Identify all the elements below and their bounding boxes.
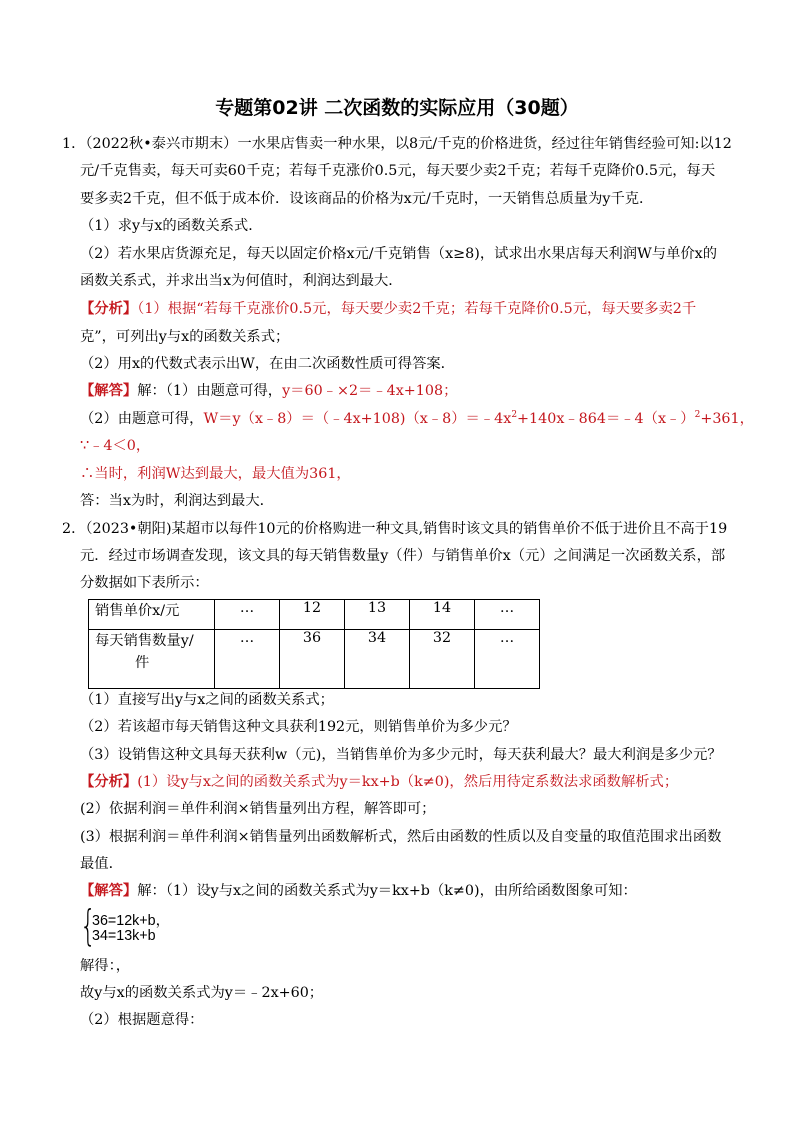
- table-cell: …: [215, 630, 280, 689]
- q1-answer-eq-2: $W=y(x﹣8)=(﹣4x+108)(x﹣8)=﹣4x^2+140x﹣864=﹣4(x﹣)^2+361$，: [203, 410, 754, 427]
- q1-part-1: （1）求y与x的函数关系式．: [80, 218, 263, 234]
- q1-line-1: [62, 134, 732, 154]
- q2-answer-2: 解得：，: [80, 958, 131, 974]
- q1-analysis-2: 克”，可列出y与x的函数关系式；: [80, 329, 290, 345]
- q1-stem-3: 要多卖2千克，但不低于成本价．设该商品的价格为x元/千克时，一天销售总质量为y千克．: [80, 191, 654, 207]
- page-title: 专题第02讲 二次函数的实际应用（30题）: [215, 97, 579, 119]
- q1-answer-2: [80, 409, 754, 429]
- q2-part-2: （2）若该超市每天销售这种文具获利192元，则销售单价为多少元？: [80, 719, 517, 735]
- q1-part-2a: （2）若水果店货源充足，每天以固定价格x元/千克销售（x≥8)，试求出水果店每天利润W与单价x的: [80, 246, 718, 262]
- table-cell: 13: [345, 600, 410, 630]
- table-row-quantity: [89, 630, 540, 689]
- q2-analysis-3a: (3）根据利润＝单件利润×销售量列出函数解析式，然后由函数的性质以及自变量的取值范围求出函数: [80, 829, 722, 845]
- table-cell: 14: [410, 600, 475, 630]
- q2-analysis-2: (2）依据利润＝单件利润×销售量列出方程，解答即可；: [80, 801, 436, 817]
- q2-stem-1: 某超市以每件10元的价格购进一种文具,销售时该文具的销售单价不低于进价且不高于19: [171, 521, 728, 537]
- q2-analysis-1: [80, 772, 678, 792]
- q2-part-1: （1）直接写出y与x之间的函数关系式；: [80, 692, 334, 708]
- q1-number: 1．: [62, 136, 86, 152]
- equation-2: 34=13k+b: [92, 928, 156, 944]
- q2-analysis-tag: 【分析】: [80, 774, 138, 790]
- table-cell: 36: [280, 630, 345, 689]
- q1-stem-1: 一水果店售卖一种水果，以8元/千克的价格进货，经过往年销售经验可知:以12: [237, 136, 732, 152]
- q1-analysis-tag: 【分析】: [80, 301, 138, 317]
- table-header-quantity: 每天销售数量y/ 件: [89, 630, 215, 689]
- q2-answer-tag: 【解答】: [80, 883, 138, 899]
- q1-answer-text-1: 解：（1）由题意可得，: [137, 383, 283, 399]
- table-cell: …: [475, 600, 540, 630]
- q1-stem-2: 元/千克售卖，每天可卖60千克；若每千克涨价0.5元，每天要少卖2千克；若每千克降价0.5元，每天: [80, 163, 716, 179]
- q1-answer-text-2: （2）由题意可得，: [80, 411, 204, 427]
- q1-part-2b: 函数关系式，并求出当x为何值时，利润达到最大．: [80, 273, 403, 289]
- table-cell: 32: [410, 630, 475, 689]
- q1-answer-eq-1: y＝60﹣×2＝﹣4x+108；: [282, 383, 458, 399]
- table-header-price: 销售单价x/元: [89, 600, 215, 630]
- table-cell: 34: [345, 630, 410, 689]
- q1-answer-4: ∴当时，利润W达到最大，最大值为361，: [80, 466, 351, 482]
- table-row-price: [89, 600, 540, 630]
- sales-data-table: [88, 599, 540, 689]
- q2-answer-4: （2）根据题意得：: [80, 1012, 204, 1028]
- equation-1: 36=12k+b，: [92, 913, 170, 929]
- table-cell: 12: [280, 600, 345, 630]
- q2-answer-text-1: 解：（1）设y与x之间的函数关系式为y＝kx+b（k≠0)，由所给函数图象可知：: [137, 883, 637, 899]
- q2-answer-1: [80, 881, 637, 901]
- q2-answer-3: 故y与x的函数关系式为y＝﹣2x+60；: [80, 985, 324, 1001]
- q2-analysis-3b: 最值．: [80, 856, 123, 872]
- q2-line-1: [62, 519, 727, 539]
- q2-stem-3: 分数据如下表所示：: [80, 575, 209, 591]
- q1-answer-tag: 【解答】: [80, 383, 138, 399]
- q2-source: （2023•朝阳): [85, 521, 172, 537]
- q2-analysis-text-1: (1）设y与x之间的函数关系式为y＝kx+b（k≠0)，然后用待定系数法求函数解析式；: [137, 774, 679, 790]
- q2-part-3: （3）设销售这种文具每天获利w（元)，当销售单价为多少元时，每天获利最大？最大利润是多少元？: [80, 747, 722, 763]
- q1-final-answer: 答：当x为时，利润达到最大．: [80, 493, 274, 509]
- q1-analysis-1: [80, 299, 696, 319]
- q1-answer-1: [80, 381, 457, 401]
- q1-analysis-text-1: （1）根据“若每千克涨价0.5元，每天要少卖2千克；若每千克降价0.5元，每天要多卖2千: [137, 301, 697, 317]
- table-cell: …: [475, 630, 540, 689]
- q2-number: 2．: [62, 521, 86, 537]
- q1-answer-3: ∵﹣4＜0，: [80, 438, 151, 454]
- table-cell: …: [215, 600, 280, 630]
- q2-stem-2: 元．经过市场调查发现，该文具的每天销售数量y（件）与销售单价x（元）之间满足一次函数关系，部: [80, 548, 726, 564]
- equation-system-brace: {: [80, 901, 97, 950]
- q1-analysis-3: （2）用x的代数式表示出W，在由二次函数性质可得答案．: [80, 356, 455, 372]
- q1-source: （2022秋•泰兴市期末）: [85, 136, 238, 152]
